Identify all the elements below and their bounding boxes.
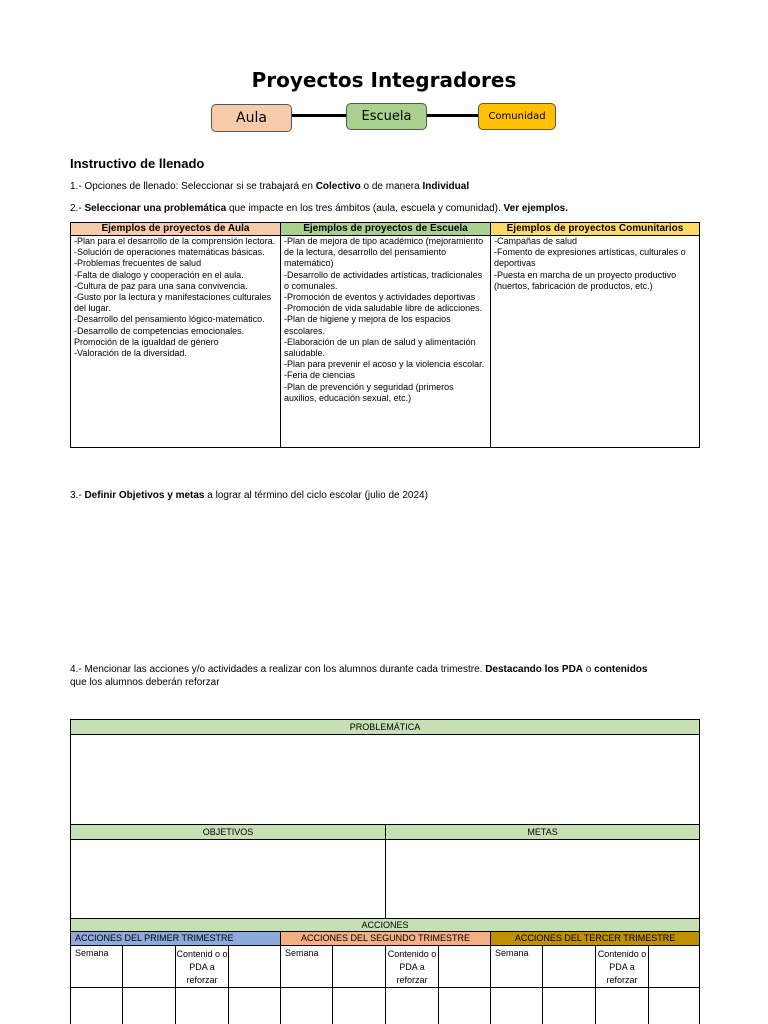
- contenido-label-t3: Contenido o PDA a reforzar: [596, 946, 649, 988]
- table-cell[interactable]: [229, 988, 281, 1024]
- semana-label-t1: Semana: [71, 946, 123, 988]
- step-4: [70, 663, 700, 689]
- contenido-label-t2: Contenido o PDA a reforzar: [386, 946, 439, 988]
- examples-header-comunidad: Ejemplos de proyectos Comunitarios: [491, 223, 700, 236]
- list-item: -Fomento de expresiones artísticas, culturales o deportivas: [494, 247, 686, 269]
- list-item: -Valoración de la diversidad.: [74, 348, 187, 359]
- step-3-prefix: 3.-: [70, 490, 85, 501]
- list-item: -Promoción de vida saludable libre de adicciones.: [284, 303, 483, 314]
- step-1-middle: o de manera: [360, 181, 423, 192]
- t1-blank-cell[interactable]: [123, 946, 176, 988]
- list-item: -Problemas frecuentes de salud: [74, 258, 202, 269]
- table-cell[interactable]: [176, 988, 229, 1024]
- step-3-bold: Definir Objetivos y metas: [84, 490, 205, 501]
- table-cell[interactable]: [543, 988, 596, 1024]
- list-item: -Promoción de eventos y actividades deportivas: [284, 292, 476, 303]
- step-4-middle: o: [583, 664, 595, 675]
- list-item: -Plan para el desarrollo de la comprensión lectora.: [74, 236, 276, 246]
- segundo-trimestre-header: ACCIONES DEL SEGUNDO TRIMESTRE: [281, 932, 491, 946]
- step-2-prefix: 2.-: [70, 203, 85, 214]
- project-form-table: [70, 719, 700, 1024]
- list-item: Promoción de la igualdad de género: [74, 336, 219, 347]
- semana-label-t3: Semana: [491, 946, 543, 988]
- problematica-field[interactable]: [71, 735, 700, 825]
- table-cell[interactable]: [71, 988, 123, 1024]
- list-item: -Falta de dialogo y cooperación en el aula.: [74, 269, 244, 280]
- t2-blank-cell[interactable]: [439, 946, 491, 988]
- t3-blank-cell[interactable]: [543, 946, 596, 988]
- contenido-label-t1: Contenid o o PDA a reforzar: [176, 946, 229, 988]
- primer-trimestre-header: ACCIONES DEL PRIMER TRIMESTRE: [71, 932, 281, 946]
- step-1-bold-colectivo: Colectivo: [315, 181, 361, 192]
- objetivos-header: OBJETIVOS: [71, 825, 386, 840]
- list-item: -Plan de prevención y seguridad (primeros auxilios, educación sexual, etc.): [284, 381, 454, 403]
- step-1-text: 1.- Opciones de llenado: Seleccionar si se trabajará en: [70, 181, 316, 192]
- step-4-bold-contenidos: contenidos: [594, 664, 648, 675]
- connector-line-aula-escuela: [291, 114, 347, 117]
- step-2: [70, 202, 700, 215]
- list-item: -Plan para prevenir el acoso y la violencia escolar.: [284, 359, 485, 370]
- examples-cell-aula: [71, 236, 281, 448]
- problematica-header: PROBLEMÁTICA: [71, 720, 700, 735]
- table-cell[interactable]: [439, 988, 491, 1024]
- list-item: -Puesta en marcha de un proyecto productivo (huertos, fabricación de productos, etc.): [494, 269, 677, 291]
- connector-line-escuela-comunidad: [426, 114, 479, 117]
- instructions-heading: Instructivo de llenado: [70, 156, 205, 171]
- examples-table: [70, 222, 700, 448]
- list-item: -Plan de higiene y mejora de los espacios escolares.: [284, 314, 451, 336]
- examples-header-escuela: Ejemplos de proyectos de Escuela: [281, 223, 491, 236]
- step-2-ver-ejemplos: Ver ejemplos.: [503, 203, 569, 214]
- t1-blank-cell[interactable]: [229, 946, 281, 988]
- list-item: -Gusto por la lectura y manifestaciones culturales del lugar.: [74, 292, 272, 314]
- table-cell[interactable]: [333, 988, 386, 1024]
- table-cell[interactable]: [123, 988, 176, 1024]
- list-item: -Elaboración de un plan de salud y alimentación saludable.: [284, 336, 476, 359]
- comunidad-box: Comunidad: [478, 103, 556, 130]
- step-2-bold: Seleccionar una problemática: [84, 203, 227, 214]
- t2-blank-cell[interactable]: [333, 946, 386, 988]
- step-3: [70, 489, 700, 502]
- list-item: -Campañas de salud: [494, 236, 578, 246]
- step-4-bold-pda: Destacando los PDA: [485, 664, 584, 675]
- objetivos-field[interactable]: [71, 840, 386, 919]
- table-cell[interactable]: [649, 988, 700, 1024]
- list-item: -Feria de ciencias: [284, 370, 356, 381]
- table-cell[interactable]: [491, 988, 543, 1024]
- table-cell[interactable]: [281, 988, 333, 1024]
- table-cell[interactable]: [386, 988, 439, 1024]
- tercer-trimestre-header: ACCIONES DEL TERCER TRIMESTRE: [491, 932, 700, 946]
- table-cell[interactable]: [596, 988, 649, 1024]
- step-4-line-2: que los alumnos deberán reforzar: [70, 677, 220, 688]
- list-item: -Desarrollo del pensamiento lógico-matemático.: [74, 314, 265, 325]
- step-2-middle: que impacte en los tres ámbitos (aula, escuela y comunidad).: [226, 203, 504, 214]
- step-3-suffix: a lograr al término del ciclo escolar (julio de 2024): [204, 490, 428, 501]
- step-4-prefix: 4.- Mencionar las acciones y/o actividades a realizar con los alumnos durante cada trimestre.: [70, 664, 486, 675]
- step-1: [70, 180, 700, 193]
- list-item: -Solución de operaciones matemáticas básicas.: [74, 247, 265, 258]
- examples-cell-comunidad: [491, 236, 700, 448]
- aula-box: Aula: [211, 104, 292, 132]
- acciones-header: ACCIONES: [71, 919, 700, 932]
- examples-cell-escuela: [281, 236, 491, 448]
- list-item: -Cultura de paz para una sana convivencia.: [74, 280, 248, 291]
- list-item: -Plan de mejora de tipo académico (mejoramiento de la lectura, desarrollo del pensamiento matemático): [284, 236, 484, 269]
- t3-blank-cell[interactable]: [649, 946, 700, 988]
- list-item: -Desarrollo de actividades artísticas, tradicionales o comunales.: [284, 269, 483, 291]
- examples-header-aula: Ejemplos de proyectos de Aula: [71, 223, 281, 236]
- semana-label-t2: Semana: [281, 946, 333, 988]
- metas-field[interactable]: [386, 840, 700, 919]
- escuela-box: Escuela: [346, 103, 427, 130]
- page-title: Proyectos Integradores: [251, 68, 517, 92]
- step-1-bold-individual: Individual: [422, 181, 470, 192]
- list-item: -Desarrollo de competencias emocionales.: [74, 325, 245, 336]
- metas-header: METAS: [386, 825, 700, 840]
